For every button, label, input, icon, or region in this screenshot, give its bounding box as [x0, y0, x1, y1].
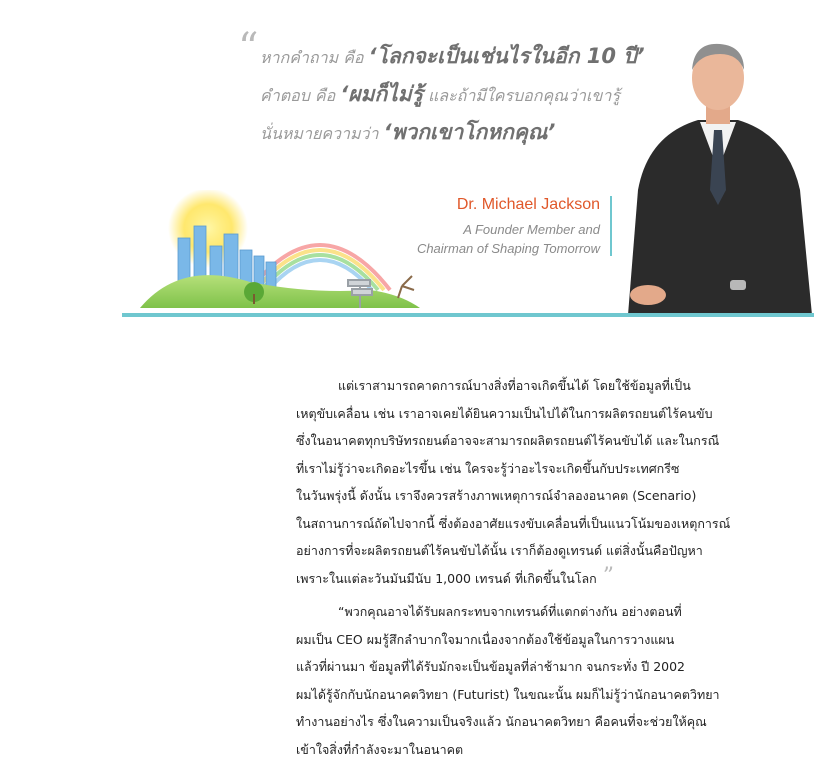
speaker-portrait — [608, 40, 816, 315]
text-line: ผมเป็น CEO ผมรู้สึกลำบากใจมากเนื่องจากต้องใช้ข้อมูลในการวางแผน — [296, 631, 675, 647]
text-line: แต่เราสามารถคาดการณ์บางสิ่งที่อาจเกิดขึ้นได้ โดยใช้ข้อมูลที่เป็น — [338, 378, 691, 393]
close-quote-mark: ” — [602, 563, 614, 589]
text-line: ในวันพรุ่งนี้ ดังนั้น เราจึงควรสร้างภาพเหตุการณ์จำลองอนาคต (Scenario) — [296, 488, 697, 503]
speaker-name: Dr. Michael Jackson — [456, 196, 600, 213]
text-line: เหตุขับเคลื่อน เช่น เราอาจเคยได้ยินความเป็นไปได้ในการผลิตรถยนต์ไร้คนขับ — [296, 405, 713, 421]
paragraph-1 — [296, 372, 784, 592]
text-line: ในสถานการณ์ถัดไปจากนี้ ซึ่งต้องอาศัยแรงขับเคลื่อนที่เป็นแนวโน้มของเหตุการณ์ — [296, 515, 731, 531]
speaker-role: A Founder Member and Chairman of Shaping Tomorrow — [416, 222, 600, 256]
text-line: ที่เราไม่รู้ว่าจะเกิดอะไรขึ้น เช่น ใครจะรู้ว่าอะไรจะเกิดขึ้นกับประเทศกรีซ — [296, 460, 680, 476]
windmill — [398, 276, 414, 298]
watch — [730, 280, 746, 290]
text-line: เข้าใจสิ่งที่กำลังจะมาในอนาคต — [296, 741, 464, 757]
hand — [630, 285, 666, 305]
text-line: “พวกคุณอาจได้รับผลกระทบจากเทรนด์ที่แตกต่างกัน อย่างตอนที่ — [338, 604, 682, 619]
quote-line-2: คำตอบ คือ ‘ผมก็ไม่รู้ และถ้ามีใครบอกคุณว่าเขารู้ — [260, 82, 620, 106]
quote-line-3: นั่นหมายความว่า ‘พวกเขาโกหกคุณ’ — [260, 120, 556, 144]
text-line: ซึ่งในอนาคตทุกบริษัทรถยนต์อาจจะสามารถผลิตรถยนต์ไร้คนขับได้ และในกรณี — [296, 433, 720, 448]
text-line: แล้วที่ผ่านมา ข้อมูลที่ได้รับมักจะเป็นข้อมูลที่ล่าช้ามาก จนกระทั่ง ปี 2002 — [296, 659, 686, 674]
open-quote-mark: “ — [238, 25, 259, 71]
paragraph-2 — [296, 598, 784, 763]
text-line: เพราะในแต่ละวันมันมีนับ 1,000 เทรนด์ ที่เกิดขึ้นในโลก ” — [296, 563, 614, 589]
text-line: ผมได้รู้จักกับนักอนาคตวิทยา (Futurist) ในขณะนั้น ผมก็ไม่รู้ว่านักอนาคตวิทยา — [296, 686, 720, 702]
text-line: ทำงานอย่างไร ซึ่งในความเป็นจริงแล้ว นักอนาคตวิทยา คือคนที่จะช่วยให้คุณ — [296, 714, 707, 729]
header-baseline — [122, 313, 814, 317]
text-line: อย่างการที่จะผลิตรถยนต์ไร้คนขับได้นั้น เราก็ต้องดูเทรนด์ แต่สิ่งนั้นคือปัญหา — [296, 543, 703, 558]
quote-line-1: หากคำถาม คือ ‘โลกจะเป็นเช่นไรในอีก 10 ปี’ — [260, 44, 645, 68]
